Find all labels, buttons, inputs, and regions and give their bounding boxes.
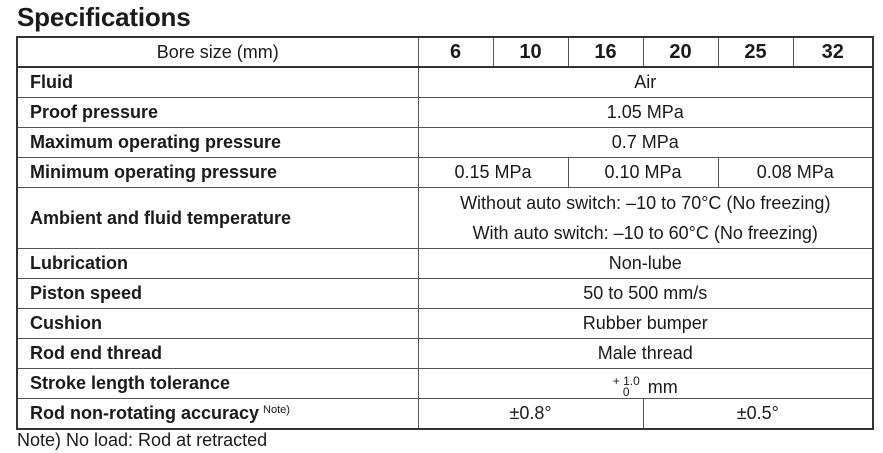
min-pressure-label: Minimum operating pressure (17, 158, 418, 188)
proof-pressure-label: Proof pressure (17, 98, 418, 128)
bore-size-20: 20 (643, 37, 718, 67)
max-pressure-label: Maximum operating pressure (17, 128, 418, 158)
fluid-label: Fluid (17, 67, 418, 98)
piston-speed-value: 50 to 500 mm/s (418, 279, 873, 309)
rod-accuracy-note-mark: Note) (263, 404, 290, 416)
stroke-tolerance-unit: mm (647, 376, 678, 397)
rod-accuracy-value-6-16: ±0.8° (418, 399, 643, 430)
piston-speed-label: Piston speed (17, 279, 418, 309)
stroke-tolerance-value (418, 369, 873, 399)
temperature-value (418, 188, 873, 249)
table-row (17, 158, 873, 188)
table-row (17, 249, 873, 279)
bore-size-label: Bore size (mm) (17, 37, 418, 67)
min-pressure-value-6-10: 0.15 MPa (418, 158, 568, 188)
rod-accuracy-value-20-32: ±0.5° (643, 399, 873, 430)
table-row (17, 309, 873, 339)
specifications-table (16, 36, 874, 430)
cushion-label: Cushion (17, 309, 418, 339)
proof-pressure-value: 1.05 MPa (418, 98, 873, 128)
fluid-value: Air (418, 67, 873, 98)
stroke-tolerance-upper: + 1.0 (612, 374, 640, 388)
bore-size-32: 32 (793, 37, 873, 67)
rod-accuracy-label: Rod non-rotating accuracy (30, 403, 260, 423)
max-pressure-value: 0.7 MPa (418, 128, 873, 158)
temperature-with-switch: With auto switch: –10 to 60°C (No freezing) (472, 223, 818, 243)
table-row (17, 279, 873, 309)
min-pressure-value-25-32: 0.08 MPa (718, 158, 873, 188)
temperature-without-switch: Without auto switch: –10 to 70°C (No freezing) (460, 193, 831, 213)
bore-size-10: 10 (493, 37, 568, 67)
table-row (17, 98, 873, 128)
rod-thread-label: Rod end thread (17, 339, 418, 369)
table-row (17, 188, 873, 249)
lubrication-value: Non-lube (418, 249, 873, 279)
bore-size-6: 6 (418, 37, 493, 67)
temperature-label: Ambient and fluid temperature (17, 188, 418, 249)
bore-size-25: 25 (718, 37, 793, 67)
table-row (17, 399, 873, 430)
stroke-tolerance-label: Stroke length tolerance (17, 369, 418, 399)
table-row (17, 128, 873, 158)
min-pressure-value-16-20: 0.10 MPa (568, 158, 718, 188)
rod-thread-value: Male thread (418, 339, 873, 369)
cushion-value: Rubber bumper (418, 309, 873, 339)
table-row (17, 67, 873, 98)
bore-size-row (17, 37, 873, 67)
table-row (17, 339, 873, 369)
bore-size-16: 16 (568, 37, 643, 67)
page-title: Specifications (17, 2, 191, 32)
rod-accuracy-label-cell (17, 399, 418, 430)
table-row (17, 369, 873, 399)
footnote: Note) No load: Rod at retracted (17, 430, 268, 450)
stroke-tolerance-lower: 0 (622, 385, 630, 399)
lubrication-label: Lubrication (17, 249, 418, 279)
